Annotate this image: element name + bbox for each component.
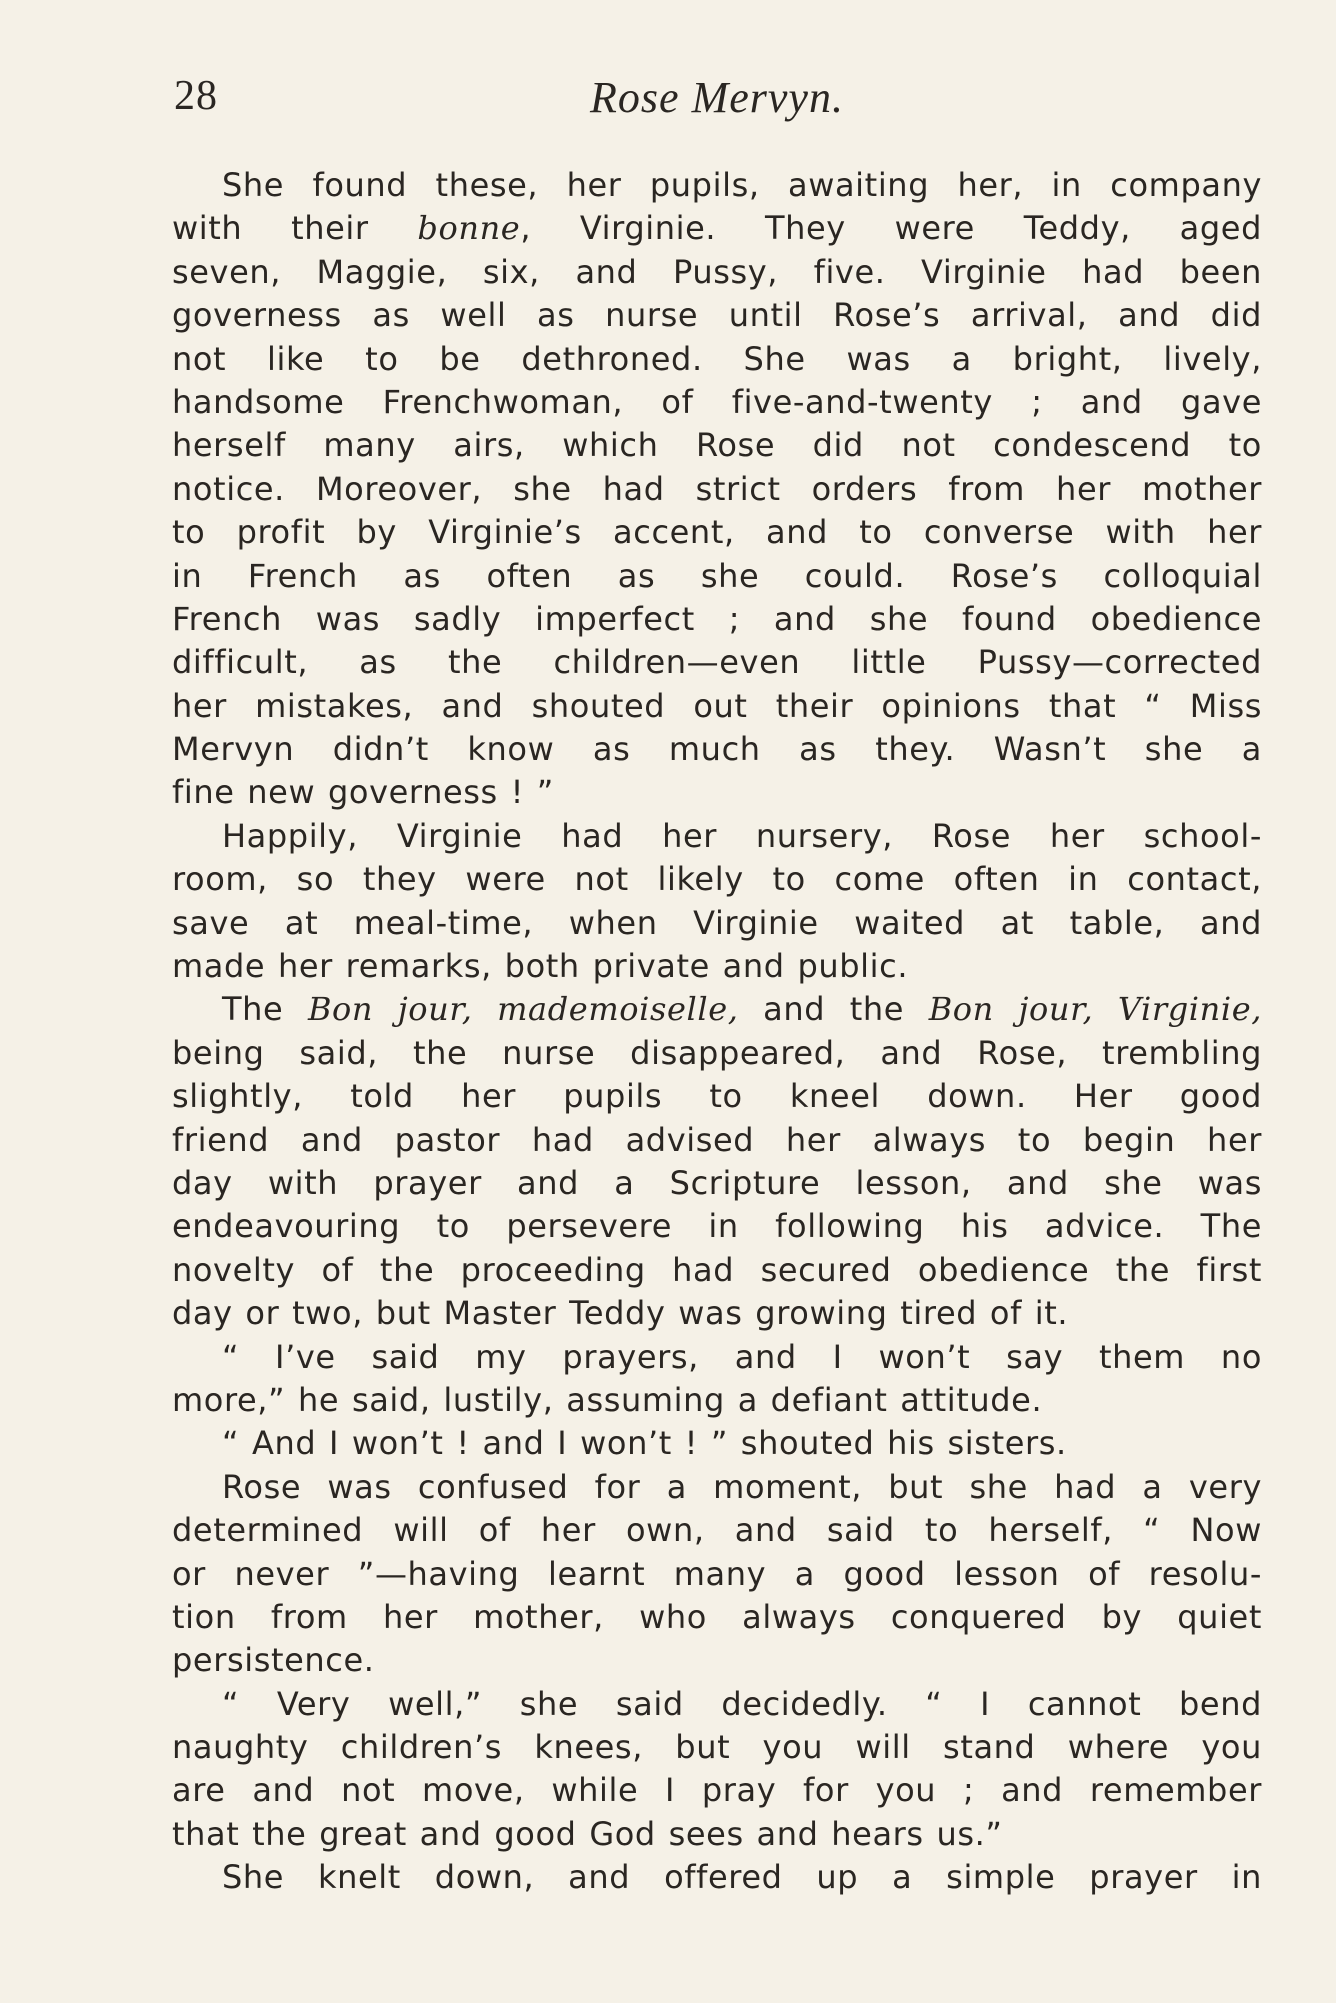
text-line <box>172 511 1262 554</box>
text-segment: made her remarks, both private and public. <box>172 947 909 986</box>
text-line <box>172 815 1262 858</box>
text-line <box>172 902 1262 945</box>
text-segment: her mistakes, and shouted out their opinions that “ Miss <box>172 686 1262 725</box>
text-line <box>172 381 1262 424</box>
text-segment: or never ”—having learnt many a good lesson of resolu- <box>172 1554 1262 1593</box>
text-segment: French was sadly imperfect ; and she found obedience <box>172 599 1262 638</box>
text-line <box>172 1249 1262 1292</box>
text-segment: persistence. <box>172 1641 375 1680</box>
text-segment: and the <box>738 990 929 1029</box>
text-segment: endeavouring to persevere in following his advice. The <box>172 1207 1262 1246</box>
text-line <box>172 945 1262 988</box>
text-line <box>172 1509 1262 1552</box>
text-segment: save at meal-time, when Virginie waited at table, and <box>172 903 1262 942</box>
italic-text: bonne <box>417 209 521 248</box>
text-line <box>172 294 1262 337</box>
text-line <box>172 555 1262 598</box>
text-line <box>172 1683 1262 1726</box>
page-number: 28 <box>174 73 218 119</box>
text-line <box>172 251 1262 294</box>
text-line <box>172 1726 1262 1769</box>
text-segment: herself many airs, which Rose did not condescend to <box>172 426 1262 465</box>
text-line <box>172 598 1262 641</box>
text-segment: determined will of her own, and said to herself, “ Now <box>172 1511 1262 1550</box>
text-line <box>172 468 1262 511</box>
text-line <box>172 207 1262 250</box>
page-header <box>172 72 1262 132</box>
text-line <box>172 1813 1262 1856</box>
body-text <box>172 164 1262 1900</box>
text-line <box>172 1466 1262 1509</box>
text-line <box>172 641 1262 684</box>
text-segment: She knelt down, and offered up a simple prayer in <box>222 1858 1262 1897</box>
text-line <box>172 1292 1262 1335</box>
text-segment: slightly, told her pupils to kneel down. Her good <box>172 1077 1262 1116</box>
text-segment: Happily, Virginie had her nursery, Rose her school- <box>222 816 1262 855</box>
text-segment: She found these, her pupils, awaiting her, in company <box>222 166 1262 204</box>
text-segment: fine new governess ! ” <box>172 773 554 812</box>
text-line <box>172 1075 1262 1118</box>
text-segment: are and not move, while I pray for you ; and remember <box>172 1771 1262 1810</box>
text-segment: The <box>222 990 308 1029</box>
text-line <box>172 1856 1262 1899</box>
text-segment: novelty of the proceeding had secured obedience the first <box>172 1250 1262 1289</box>
text-line <box>172 988 1262 1031</box>
text-segment: not like to be dethroned. She was a bright, lively, <box>172 339 1262 378</box>
text-line <box>172 1379 1262 1422</box>
text-line <box>172 728 1262 771</box>
text-segment: Mervyn didn’t know as much as they. Wasn’t she a <box>172 730 1262 769</box>
text-segment: with their <box>172 209 418 248</box>
text-line <box>172 858 1262 901</box>
text-line <box>172 1205 1262 1248</box>
text-segment: in French as often as she could. Rose’s colloquial <box>172 556 1262 595</box>
text-line <box>172 1596 1262 1639</box>
text-segment: day with prayer and a Scripture lesson, and she was <box>172 1163 1262 1202</box>
text-segment: friend and pastor had advised her always to begin her <box>172 1120 1262 1159</box>
text-line <box>172 1119 1262 1162</box>
text-segment: governess as well as nurse until Rose’s arrival, and did <box>172 296 1262 335</box>
text-segment: naughty children’s knees, but you will stand where you <box>172 1728 1262 1767</box>
text-segment: difficult, as the children—even little Pussy—corrected <box>172 643 1262 682</box>
text-segment: “ I’ve said my prayers, and I won’t say them no <box>222 1337 1262 1376</box>
text-line <box>172 1032 1262 1075</box>
text-line <box>172 338 1262 381</box>
text-segment: that the great and good God sees and hears us.” <box>172 1814 1003 1853</box>
text-segment: being said, the nurse disappeared, and Rose, trembling <box>172 1033 1262 1072</box>
text-line <box>172 164 1262 207</box>
text-line <box>172 1162 1262 1205</box>
text-segment: seven, Maggie, six, and Pussy, five. Virginie had been <box>172 252 1262 291</box>
running-title: Rose Mervyn. <box>590 73 844 122</box>
text-line <box>172 424 1262 467</box>
text-line <box>172 1422 1262 1465</box>
text-segment: to profit by Virginie’s accent, and to converse with her <box>172 513 1262 552</box>
text-segment: Rose was confused for a moment, but she had a very <box>222 1467 1262 1506</box>
text-line <box>172 685 1262 728</box>
text-segment: tion from her mother, who always conquered by quiet <box>172 1597 1262 1636</box>
text-line <box>172 1336 1262 1379</box>
text-segment: room, so they were not likely to come often in contact, <box>172 860 1262 899</box>
text-line <box>172 1553 1262 1596</box>
text-segment: “ Very well,” she said decidedly. “ I cannot bend <box>222 1684 1262 1723</box>
text-segment: more,” he said, lustily, assuming a defiant attitude. <box>172 1380 1043 1419</box>
text-line <box>172 771 1262 814</box>
text-line <box>172 1769 1262 1812</box>
italic-text: Bon jour, Virginie, <box>928 990 1262 1029</box>
text-segment: “ And I won’t ! and I won’t ! ” shouted his sisters. <box>222 1424 1067 1463</box>
italic-text: Bon jour, mademoiselle, <box>307 990 739 1029</box>
text-segment: , Virginie. They were Teddy, aged <box>520 209 1262 248</box>
text-segment: day or two, but Master Teddy was growing tired of it. <box>172 1294 1069 1333</box>
text-segment: handsome Frenchwoman, of five-and-twenty ; and gave <box>172 382 1262 421</box>
text-segment: notice. Moreover, she had strict orders from her mother <box>172 469 1262 508</box>
text-line <box>172 1639 1262 1682</box>
